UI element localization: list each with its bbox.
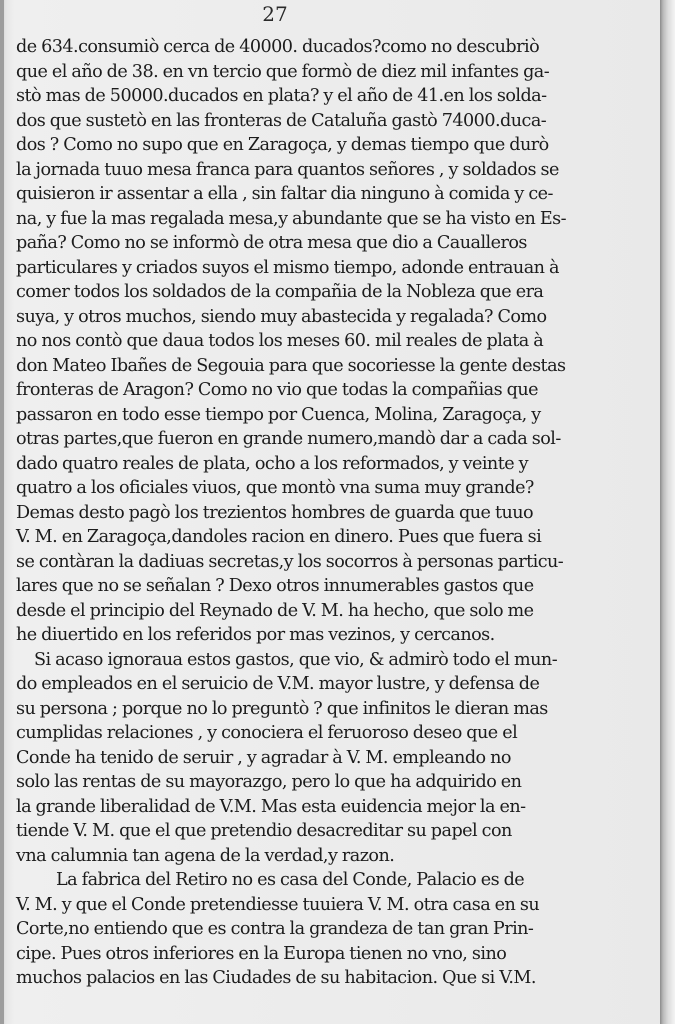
text-line: don Mateo Ibañes de Segouia para que socoriesse la gente destas: [16, 355, 566, 376]
text-line: Si acaso ignoraua estos gastos, que vio, & admirò todo el mun-: [34, 649, 558, 670]
text-line: tiende V. M. que el que pretendio desacreditar su papel con: [16, 821, 512, 841]
text-line: paña? Como no se informò de otra mesa que dio a Caualleros: [16, 233, 527, 253]
text-line: otras partes,que fueron en grande numero,mandò dar a cada sol-: [16, 429, 561, 449]
text-line: passaron en todo esse tiempo por Cuenca, Molina, Zaragoça, y: [16, 404, 541, 425]
text-line: Conde ha tenido de seruir , y agradar à V. M. empleando no: [16, 747, 511, 768]
text-line: suya, y otros muchos, siendo muy abastecida y regalada? Como: [16, 306, 547, 327]
paragraph-3: [16, 868, 586, 991]
text-line: no nos contò que daua todos los meses 60. mil reales de plata à: [16, 331, 544, 351]
text-line: de 634.consumiò cerca de 40000. ducados?como no descubriò: [16, 37, 540, 57]
text-line: quisieron ir assentar a ella , sin faltar dia ninguno à comida y ce-: [16, 184, 553, 204]
text-line: dos que sustetò en las fronteras de Cataluña gastò 74000.duca-: [16, 110, 547, 131]
page-edge-shadow: [660, 0, 675, 1024]
text-line: do empleados en el seruicio de V.M. mayor lustre, y defensa de: [16, 674, 540, 694]
binding-edge: [0, 0, 4, 1024]
text-line: cumplidas relaciones , y conociera el feruoroso deseo que el: [16, 723, 518, 743]
text-line: he diuertido en los referidos por mas vezinos, y cercanos.: [16, 625, 495, 645]
text-line: vna calumnia tan agena de la verdad,y razon.: [16, 845, 395, 866]
text-line: su persona ; porque no lo preguntò ? que infinitos le dieran mas: [16, 698, 548, 719]
page-number: 27: [262, 2, 288, 26]
text-line: solo las rentas de su mayorazgo, pero lo que ha adquirido en: [16, 772, 522, 792]
text-line: V. M. y que el Conde pretendiesse tuuiera V. M. otra casa en su: [16, 894, 540, 915]
text-line: quatro a los oficiales viuos, que montò vna suma muy grande?: [16, 478, 534, 498]
text-line: dado quatro reales de plata, ocho a los reformados, y veinte y: [16, 453, 529, 474]
text-line: stò mas de 50000.ducados en plata? y el año de 41.en los solda-: [16, 86, 547, 106]
text-line: se contàran la dadiuas secretas,y los socorros à personas particu-: [16, 551, 564, 572]
text-line: Demas desto pagò los trezientos hombres de guarda que tuuo: [16, 502, 534, 523]
paragraph-1: [16, 35, 586, 648]
text-line: particulares y criados suyos el mismo tiempo, adonde entrauan à: [16, 257, 559, 278]
text-line: fronteras de Aragon? Como no vio que todas la compañias que: [16, 380, 538, 400]
page-body: [16, 35, 586, 991]
text-line: lares que no se señalan ? Dexo otros innumerables gastos que: [16, 576, 534, 596]
text-line: na, y fue la mas regalada mesa,y abundante que se ha visto en Es-: [16, 208, 567, 229]
text-line: Corte,no entiendo que es contra la grandeza de tan gran Prin-: [16, 919, 534, 939]
text-line: comer todos los soldados de la compañia de la Nobleza que era: [16, 282, 544, 302]
paragraph-2: [16, 648, 586, 869]
text-line: dos ? Como no supo que en Zaragoça, y demas tiempo que durò: [16, 135, 549, 155]
text-line: la grande liberalidad de V.M. Mas esta euidencia mejor la en-: [16, 796, 526, 817]
text-line: desde el principio del Reynado de V. M. ha hecho, que solo me: [16, 600, 534, 621]
text-line: la jornada tuuo mesa franca para quantos señores , y soldados se: [16, 159, 559, 180]
text-line: La fabrica del Retiro no es casa del Conde, Palacio es de: [56, 870, 525, 890]
text-line: V. M. en Zaragoça,dandoles racion en dinero. Pues que fuera si: [16, 527, 542, 547]
text-line: que el año de 38. en vn tercio que formò de diez mil infantes ga-: [16, 61, 550, 82]
text-line: muchos palacios en las Ciudades de su habitacion. Que si V.M.: [16, 968, 536, 988]
text-line: cipe. Pues otros inferiores en la Europa tienen no vno, sino: [16, 943, 507, 964]
